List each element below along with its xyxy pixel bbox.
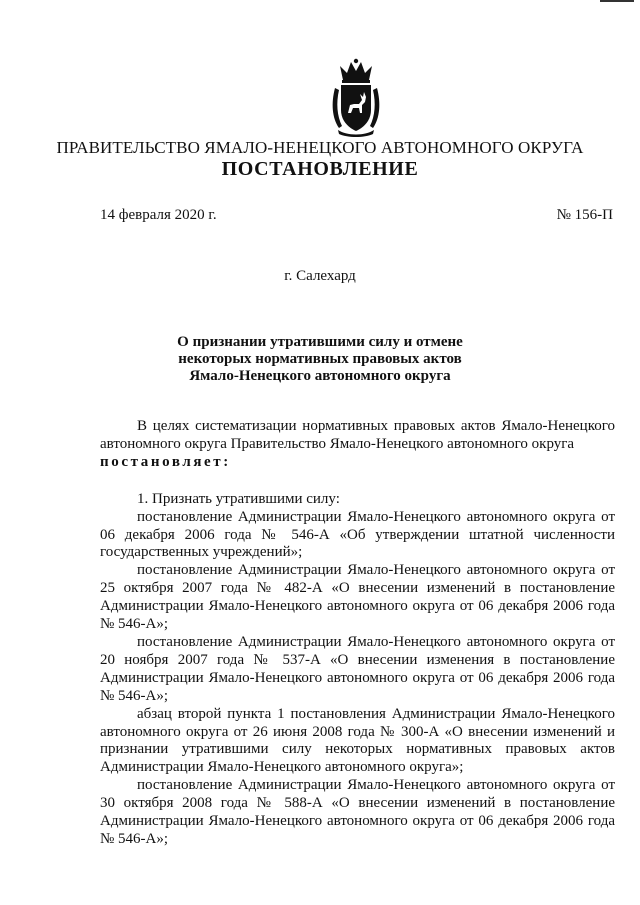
act-paragraph: постановление Администрации Ямало-Ненецкого автономного округа от 30 октября 2008 года № 588-А «О внесении изменений в постановление Администрации Ямало-Ненецкого автономного округа от 06 декабря 2006 года № 546-А»; [100,777,615,847]
subject-line: О признании утратившими силу и отмене [177,334,463,350]
decree-word: постановляет: [100,453,231,470]
scan-edge-mark [600,0,634,2]
document-city: г. Салехард [284,268,356,284]
act-paragraph: постановление Администрации Ямало-Ненецкого автономного округа от 20 ноября 2007 года № 537-А «О внесении изменения в постановление Администрации Ямало-Ненецкого автономного округа от 06 декабря 2006 года № 546-А»; [100,633,615,704]
item-heading: 1. Признать утратившими силу: [137,490,340,507]
act-paragraph: постановление Администрации Ямало-Ненецкого автономного округа от 06 декабря 2006 года № 546-А «Об утверждении штатной численности государственных учреждений»; [100,508,615,561]
coat-of-arms-icon [329,58,383,138]
document-body [100,418,615,849]
act-paragraph: абзац второй пункта 1 постановления Администрации Ямало-Ненецкого автономного округа от 26 июня 2008 года № 300-А «О внесении изменений и признании утратившими силу некоторых нормативных правовых актов Администрации Ямало-Ненецкого автономного округа»; [100,705,615,776]
document-subject [0,334,640,385]
document-date: 14 февраля 2020 г. [100,207,217,223]
subject-line: Ямало-Ненецкого автономного округа [189,368,451,384]
intro-paragraph: В целях систематизации нормативных правовых актов Ямало-Ненецкого автономного округа Правительство Ямало-Ненецкого автономного округа [100,418,615,452]
document-number: № 156-П [556,207,613,223]
document-type-heading: ПОСТАНОВЛЕНИЕ [221,158,419,180]
organization-title: ПРАВИТЕЛЬСТВО ЯМАЛО-НЕНЕЦКОГО АВТОНОМНОГО ОКРУГА [56,138,584,157]
subject-line: некоторых нормативных правовых актов [178,351,462,367]
act-paragraph: постановление Администрации Ямало-Ненецкого автономного округа от 25 октября 2007 года № 482-А «О внесении изменений в постановление Администрации Ямало-Ненецкого автономного округа от 06 декабря 2006 года № 546-А»; [100,562,615,633]
